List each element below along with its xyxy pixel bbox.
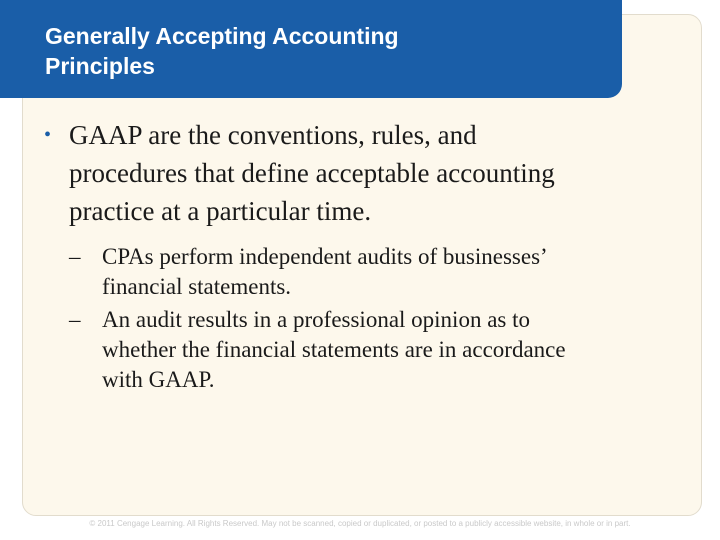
sub-bullet-list	[69, 242, 684, 395]
bullet-text-line: procedures that define acceptable accounting	[69, 158, 555, 188]
sub-bullet-text-line: CPAs perform independent audits of businesses’	[102, 244, 548, 269]
dash-marker-icon: –	[69, 244, 81, 269]
sub-bullet-item	[69, 305, 684, 395]
slide-title-line-2: Principles	[45, 53, 155, 79]
slide-title-line-1: Generally Accepting Accounting	[45, 23, 399, 49]
bullet-item	[44, 116, 684, 230]
bullet-text-line: practice at a particular time.	[69, 196, 372, 226]
sub-bullet-text-line: whether the financial statements are in accordance	[102, 337, 566, 362]
sub-bullet-text-line: An audit results in a professional opinion as to	[102, 307, 530, 332]
copyright-footer: © 2011 Cengage Learning. All Rights Reserved. May not be scanned, copied or duplicated, or posted to a publicly accessible website, in whole or in part.	[89, 519, 631, 528]
sub-bullet-text-line: with GAAP.	[102, 367, 215, 392]
bullet-marker-icon: •	[44, 124, 52, 146]
slide-body	[44, 116, 684, 398]
dash-marker-icon: –	[69, 307, 81, 332]
bullet-text-line: GAAP are the conventions, rules, and	[69, 120, 477, 150]
sub-bullet-item	[69, 242, 684, 302]
title-bar	[0, 0, 622, 98]
sub-bullet-text-line: financial statements.	[102, 274, 292, 299]
